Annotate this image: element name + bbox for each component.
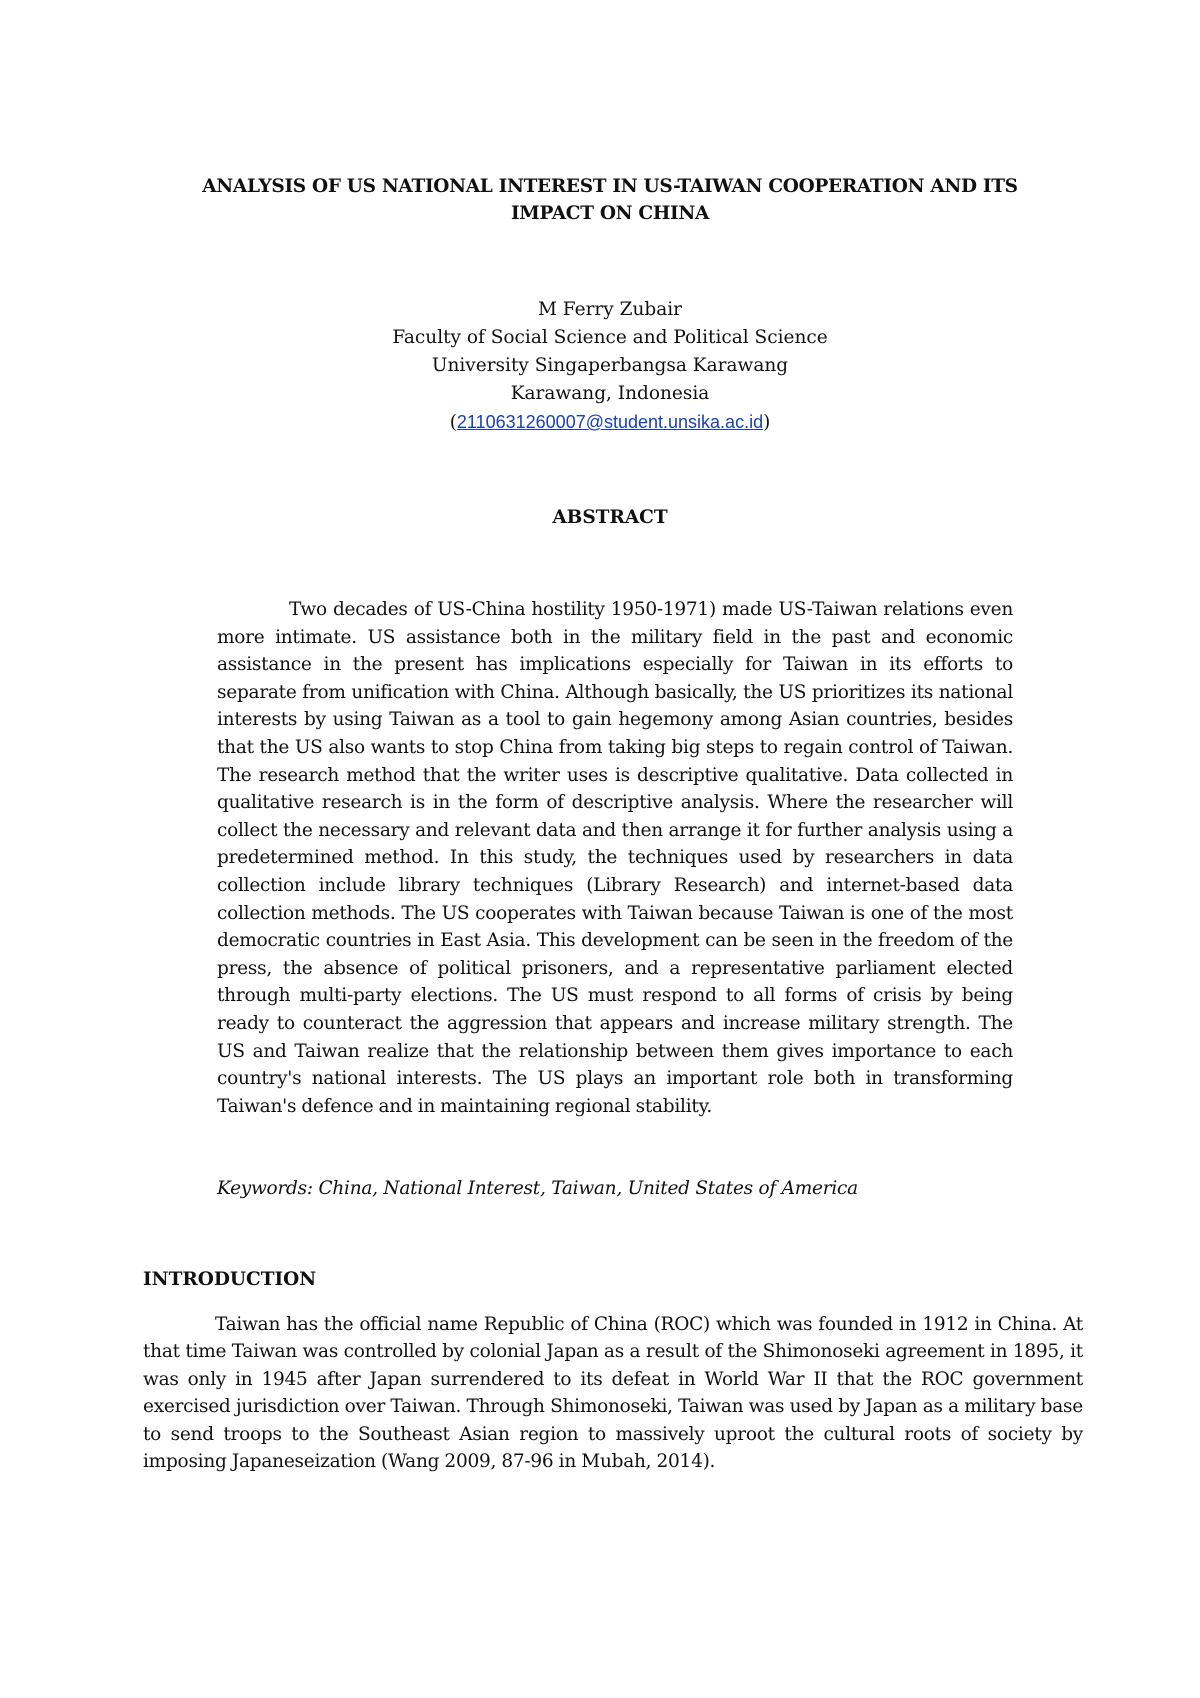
abstract-body: Two decades of US-China hostility 1950-1971) made US-Taiwan relations even more intimate. US assistance both in the military field in the past and economic assistance in the present has implications especially for Taiwan in its efforts to separate from unification with China. Although basically, the US prioritizes its national interests by using Taiwan as a tool to gain hegemony among Asian countries, besides that the US also wants to stop China from taking big steps to regain control of Taiwan. The research method that the writer uses is descriptive qualitative. Data collected in qualitative research is in the form of descriptive analysis. Where the researcher will collect the necessary and relevant data and then arrange it for further analysis using a predetermined method. In this study, the techniques used by researchers in data collection include library techniques (Library Research) and internet-based data collection methods. The US cooperates with Taiwan because Taiwan is one of the most democratic countries in East Asia. This development can be seen in the freedom of the press, the absence of political prisoners, and a representative parliament elected through multi-party elections. The US must respond to all forms of crisis by being ready to counteract the aggression that appears and increase military strength. The US and Taiwan realize that the relationship between them gives importance to each country's national interests. The US plays an important role both in transforming Taiwan's defence and in maintaining regional stability. xyxy=(217,599,1013,1117)
title-line-2: IMPACT ON CHINA xyxy=(510,203,710,224)
author-location: Karawang, Indonesia xyxy=(510,383,710,404)
author-email-line xyxy=(240,408,980,437)
title-line-1: ANALYSIS OF US NATIONAL INTEREST IN US-TAIWAN COOPERATION AND ITS xyxy=(202,176,1018,197)
author-block xyxy=(240,296,980,437)
introduction-body: Taiwan has the official name Republic of China (ROC) which was founded in 1912 in China. At that time Taiwan was controlled by colonial Japan as a result of the Shimonoseki agreement in 1895, it was only in 1945 after Japan surrendered to its defeat in World War II that the ROC government exercised jurisdiction over Taiwan. Through Shimonoseki, Taiwan was used by Japan as a military base to send troops to the Southeast Asian region to massively uproot the cultural roots of society by imposing Japaneseization (Wang 2009, 87-96 in Mubah, 2014). xyxy=(143,1314,1083,1473)
paper-title xyxy=(140,173,1080,227)
author-faculty: Faculty of Social Science and Political Science xyxy=(392,327,828,348)
author-name: M Ferry Zubair xyxy=(537,299,683,320)
email-close-paren: ) xyxy=(763,412,771,433)
email-open-paren: ( xyxy=(449,412,457,433)
author-email-link[interactable]: 2110631260007@student.unsika.ac.id xyxy=(456,412,764,432)
introduction-heading: INTRODUCTION xyxy=(143,1269,317,1290)
author-university: University Singaperbangsa Karawang xyxy=(431,355,789,376)
abstract-heading: ABSTRACT xyxy=(552,507,668,528)
keywords: Keywords: China, National Interest, Taiwan, United States of America xyxy=(217,1178,858,1199)
